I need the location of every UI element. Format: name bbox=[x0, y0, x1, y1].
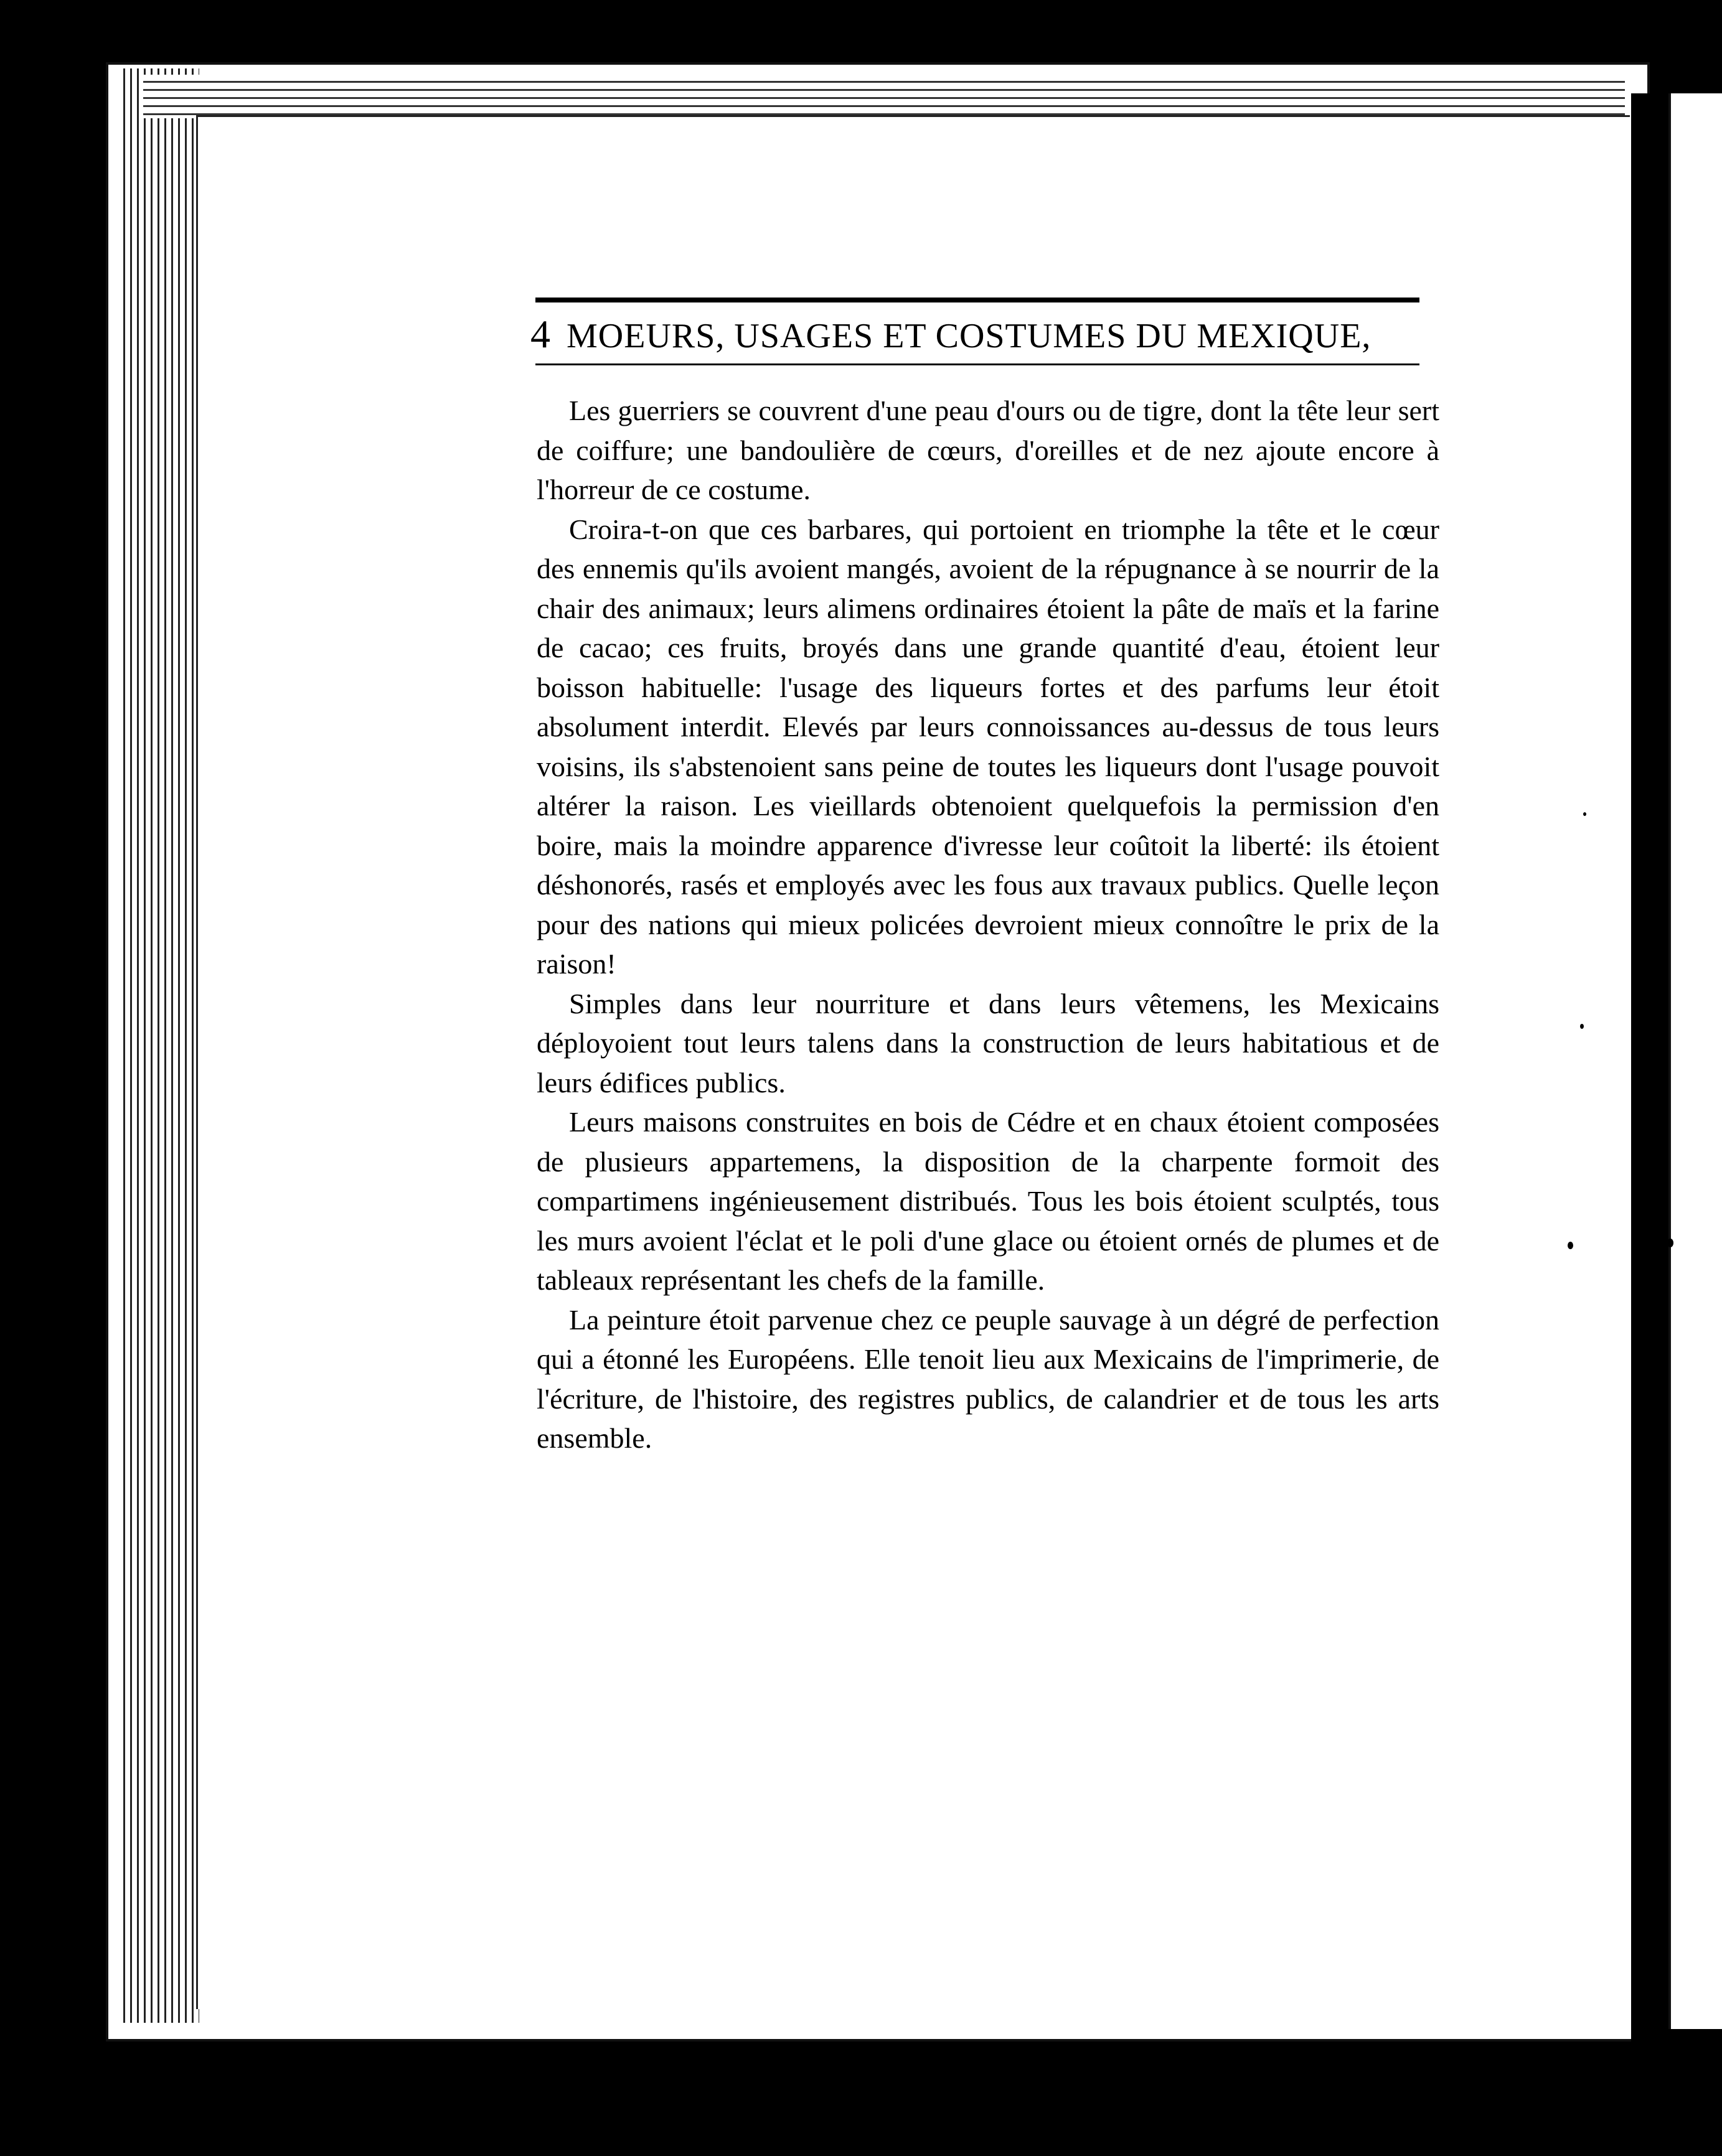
body-text bbox=[537, 391, 1439, 1458]
page-number: 4 bbox=[530, 312, 550, 356]
speck-mark bbox=[1583, 812, 1586, 816]
gutter-shadow bbox=[1631, 93, 1668, 2048]
paragraph: Les guerriers se couvrent d'une peau d'ours ou de tigre, dont la tête leur sert de coiffure; une bandoulière de cœurs, d'oreilles et de nez ajoute encore à l'horreur de ce costume. bbox=[537, 395, 1439, 505]
running-title: MOEURS, USAGES ET COSTUMES DU MEXIQUE, bbox=[567, 317, 1371, 355]
speck-mark bbox=[1667, 1239, 1673, 1247]
page-edges-left bbox=[118, 68, 199, 2023]
running-head bbox=[530, 311, 1427, 363]
header-rule-bottom bbox=[535, 363, 1419, 365]
header-rule-top bbox=[535, 298, 1419, 302]
paragraph: Croira-t-on que ces barbares, qui portoient en triomphe la tête et le cœur des ennemis qu'ils avoient mangés, avoient de la répugnance à se nourrir de la chair des animaux; leurs alimens ordinaires étoient la pâte de maïs et la farine de cacao; ces fruits, broyés dans une grande quantité d'eau, étoient leur boisson habituelle: l'usage des liqueurs fortes et des parfums leur étoit absolument interdit. Elevés par leurs connoissances au-dessus de tous leurs voisins, ils s'abstenoient sans peine de toutes les liqueurs dont l'usage pouvoit altérer la raison. Les vieillards obtenoient quelquefois la permission d'en boire, mais la moindre apparence d'ivresse leur coûtoit la liberté: ils étoient déshonorés, rasés et employés avec les fous aux travaux publics. Quelle leçon pour des nations qui mieux policées devroient mieux connoître le prix de la raison! bbox=[537, 513, 1439, 980]
speck-mark bbox=[1580, 1024, 1584, 1029]
speck-mark bbox=[1568, 1242, 1573, 1249]
facing-page-edge bbox=[1668, 93, 1722, 2029]
paragraph: Leurs maisons construites en bois de Cédre et en chaux étoient composées de plusieurs appartemens, la disposition de la charpente formoit des compartimens ingénieusement distribués. Tous les bois étoient sculptés, tous les murs avoient l'éclat et le poli d'une glace ou étoient ornés de plumes et de tableaux représentant les chefs de la famille. bbox=[537, 1106, 1439, 1296]
paragraph: La peinture étoit parvenue chez ce peuple sauvage à un dégré de perfection qui a étonné les Européens. Elle tenoit lieu aux Mexicains de l'imprimerie, de l'écriture, de l'histoire, des registres publics, de calandrier et de tous les arts ensemble. bbox=[537, 1303, 1439, 1454]
page-edges-top bbox=[143, 75, 1625, 118]
paragraph: Simples dans leur nourriture et dans leurs vêtemens, les Mexicains déployoient tout leurs talens dans la construction de leurs habitatious et de leurs édifices publics. bbox=[537, 987, 1439, 1099]
